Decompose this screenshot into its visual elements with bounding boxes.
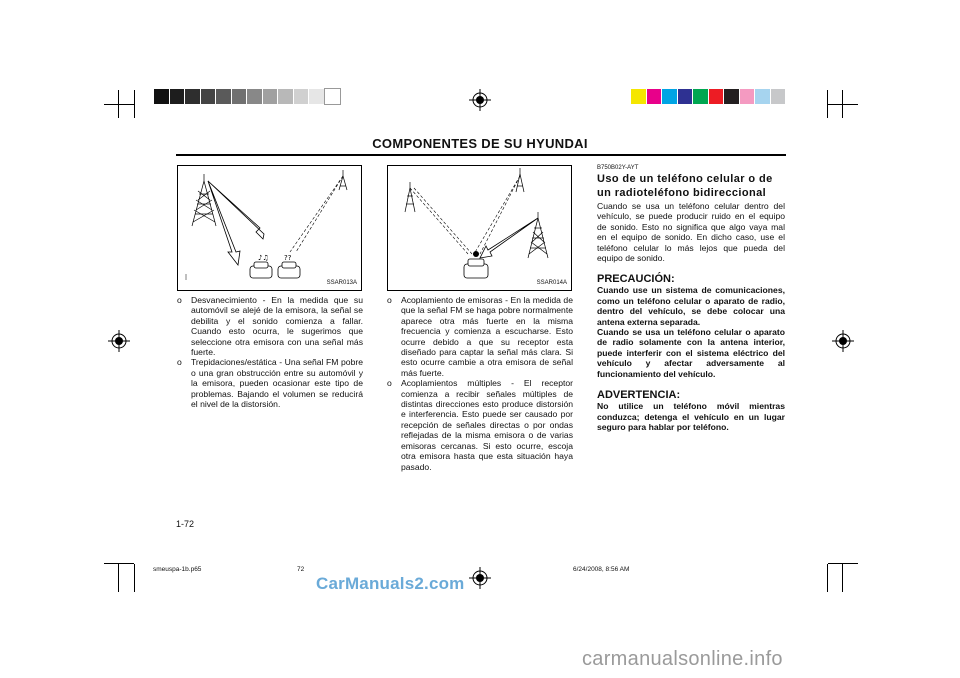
color-swatch [201,89,217,104]
list-item [177,295,363,357]
caution-title: PRECAUCIÓN: [597,273,675,286]
color-swatch [678,89,694,104]
list-item-text: Desvanecimiento - En la medida que su automóvil se alejé de la emisora, la señal se debilita y el sonido comienza a fallar. Cuando esto ocurra, le sugerimos que seleccione otra emisora con una señal más fuerte. [191,295,363,358]
watermark-bottom[interactable]: carmanualsonline.info [582,648,783,670]
figure-code: SSAR014A [536,280,567,286]
color-swatch [263,89,279,104]
bullet-mark: o [177,295,182,305]
color-swatch [709,89,725,104]
list-item [387,378,573,472]
color-swatch [278,89,294,104]
figure-code: SSAR013A [326,280,357,286]
bullet-mark: o [387,378,392,389]
color-swatch [631,89,647,104]
color-swatch-bar [631,89,786,104]
bullet-list-left [177,295,363,409]
page-title: COMPONENTES DE SU HYUNDAI [372,136,588,151]
section-heading: Uso de un teléfono celular o de un radioteléfono bidireccional [597,173,773,199]
bullet-mark: o [177,357,182,368]
figure-fading-signal [177,165,362,291]
color-swatch [771,89,787,104]
list-item [387,295,573,378]
color-swatch [216,89,232,104]
warning-title: ADVERTENCIA: [597,389,681,402]
color-swatch [662,89,678,104]
watermark-top[interactable]: CarManuals2.com [316,574,465,593]
registration-target-icon [108,330,130,352]
color-swatch [294,89,310,104]
section-code: B750B02Y-AYT [597,165,639,171]
color-swatch [325,89,341,104]
color-swatch [740,89,756,104]
fading-signal-illustration [178,166,361,290]
color-swatch [154,89,170,104]
section-body: Cuando se usa un teléfono celular dentro del vehículo, se puede producir ruido en el equipo de sonido. Esto no significa que algo vaya mal en el equipo de sonido. En dicho caso, use el teléfono celular lo más lejos que pueda del equipo de sonido. [597,201,785,264]
color-swatch [693,89,709,104]
registration-target-icon [832,330,854,352]
registration-target-icon [469,89,491,111]
color-swatch [232,89,248,104]
warning-text: No utilice un teléfono móvil mientras conduzca; detenga el vehículo en un lugar seguro para hablar por teléfono. [597,401,785,432]
cell-phone-section [597,164,785,432]
header-rule [176,154,786,156]
color-swatch [755,89,771,104]
svg-text:♪♫: ♪♫ [258,254,269,262]
list-item-text: Acoplamientos múltiples - El receptor comienza a recibir señales múltiples de distintas direcciones esto produce distorsión e interferencia. Esto puede ser causado por recepción de señales directas o por ondas reflejadas de la misma emisora o de varias emisoras cercanas. Si esto ocurre, escoja otra emisora hasta que esta situación haya pasado. [401,378,573,472]
bullet-mark: o [387,295,392,305]
color-swatch [724,89,740,104]
svg-text:??: ?? [284,254,292,262]
list-item-text: Acoplamiento de emisoras - En la medida de que la señal FM se haga pobre normalmente aparece otra más fuerte en la misma frecuencia y comienza a escucharse. Esto ocurre debido a que su receptor esta diseñado para captar la señal más clara. Si esto ocurre cambie a otra emisora de señal más fuerte. [401,295,573,378]
footer-file: smeuspa-1b.p65 [153,566,202,573]
gray-swatch-bar [154,89,340,104]
list-item [177,357,363,409]
multipath-signal-illustration [388,166,571,290]
footer-datetime: 6/24/2008, 8:56 AM [573,566,630,573]
bullet-list-middle [387,295,573,472]
color-swatch [185,89,201,104]
color-swatch [647,89,663,104]
caution-text-1: Cuando use un sistema de comunicaciones, como un teléfono celular o aparato de radio, dentro del vehículo, se debe colocar una antena externa separada. [597,285,785,327]
color-swatch [309,89,325,104]
page-number: 1-72 [176,519,195,529]
figure-multipath-signal [387,165,572,291]
color-swatch [247,89,263,104]
list-item-text: Trepidaciones/estática - Una señal FM pobre o una gran obstrucción entre su automóvil y la emisora, pueden ocasionar este tipo de problemas. Bajando el volumen se reducirá el nivel de la distorsión. [191,357,363,410]
caution-text-2: Cuando se usa un teléfono celular o aparato de radio solamente con la antena interior, puede interferir con el sistema eléctrico del vehículo y afectar adversamente al funcionamiento del vehículo. [597,327,785,379]
footer-page: 72 [297,566,305,573]
color-swatch [170,89,186,104]
registration-target-icon [469,567,491,589]
